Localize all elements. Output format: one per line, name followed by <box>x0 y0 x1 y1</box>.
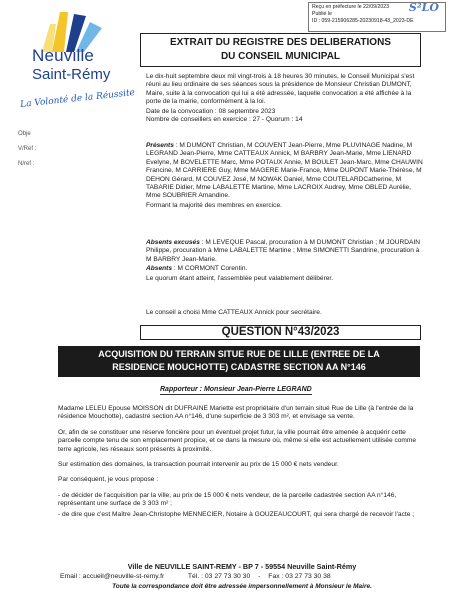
header-line-2: DU CONSEIL MUNICIPAL <box>220 51 341 62</box>
margin-labels <box>18 127 36 172</box>
absents-block <box>146 239 426 284</box>
logo-motto: La Volonté de la Réussite <box>19 88 136 110</box>
intro-block <box>146 73 426 125</box>
footer-email[interactable]: Email : accueil@neuville-st-remy.fr <box>60 573 165 580</box>
subject-line-2: RESIDENCE MOUCHOTTE) CADASTRE SECTION AA N°146 <box>112 362 366 372</box>
subject-band <box>58 346 420 377</box>
stamp-id: ID : 059-215906285-20230918-43_2023-DE <box>312 18 414 24</box>
paragraph-reserve: Or, afin de se constituer une réserve foncière pour un éventuel projet futur, la ville pourrait être amenée à acquérir cette parcelle compte tenu de son emplacement propice, et ce dans la mesure où, même si elle est actuellement utilisée comme terre agricole, les réseaux sont présents à proximité. <box>58 428 417 453</box>
paragraph-estimate: Sur estimation des domaines, la transaction pourrait intervenir au prix de 15 000 € nets vendeur. <box>58 461 339 469</box>
paragraph-proposal: Par conséquent, je vous propose : <box>58 476 159 484</box>
letter-footer <box>60 562 424 592</box>
footer-address: Ville de NEUVILLE SAINT-REMY - BP 7 - 59554 Neuville Saint-Rémy <box>127 562 357 571</box>
stamp-received: Reçu en préfecture le 22/09/2023 <box>312 4 390 10</box>
question-number: QUESTION N°43/2023 <box>140 325 421 340</box>
presents-list: : M DUMONT Christian, M COUVENT Jean-Pierre, Mme PLUVINAGE Nadine, M LEGRAND Jean-Pierre, Mme CATTEAUX Annick, M BARBRY Jean-Marie, Mme LIENARD Evelyne, M BOVELETTE Marc, Mme POTAUX Annie, M BOULET Jean-Marc, Mme CHAUWIN Francine, M CARRIERE Guy, Mme MAGERE Marie-France, Mme DUPONT Marie-Thérèse, M DEHON Gérard, M COUVEZ José, M NOWAK Daniel, Mme COUTELARDCatherine, M TABARIE Didier, Mme LABALETTE Martine, Mme LACROIX Audrey, Mme OBLED Aurélie, Mme SOUBRIER Amandine. <box>146 142 423 200</box>
excused-label: Absents excusés <box>146 239 200 246</box>
paragraph-owner: Madame LELEU Epouse MOISSON dit DUFRAINE Mariette est propriétaire d'un terrain situé Rue de Lille (à l'entrée de la résidence Mouchotte), cadastré section AA n°146, d'une superficie de 3 303 m², et envisage sa vente. <box>58 405 414 421</box>
quorum-line: Le quorum étant atteint, l'assemblée peut valablement délibérer. <box>146 274 334 282</box>
footer-tel: Tél. : 03 27 73 30 30 <box>187 573 251 580</box>
convocation-date: Date de la convocation : 08 septembre 2023 <box>146 107 276 115</box>
secretary-line: Le conseil a choisi Mme CATTEAUX Annick pour secrétaire. <box>146 309 322 316</box>
town-logo <box>14 6 136 134</box>
registry-header <box>140 33 421 67</box>
absent-label: Absents <box>146 265 173 273</box>
paragraph-decision-1: - de décider de l'acquisition par la ville, au prix de 15 000 € nets vendeur, de la parcelle cadastrée section AA n°146, représentant une surface de 3 303 m² ; <box>58 491 397 508</box>
intro-text: Le dix-huit septembre deux mil vingt-trois à 18 heures 30 minutes, le Conseil Municipal s'est réuni au lieu ordinaire de ses séances sous la présidence de Monsieur Christian DUMONT, Maire, suite à la convocation qui lui a été adressée, laquelle convocation a été affichée à la porte de la mairie, conformément à la loi. <box>146 73 415 106</box>
footer-fax: Fax : 03 27 73 30 38 <box>268 573 331 580</box>
margin-label-object: Obje <box>18 131 31 137</box>
logo-town-name: Neuville <box>32 46 95 65</box>
margin-label-nref: N/ref : <box>18 161 35 167</box>
majority-line: Formant la majorité des membres en exercice. <box>146 201 282 209</box>
footer-contact: Email : accueil@neuville-st-remy.fr Tél. : 03 27 73 30 30 - Fax : 03 27 73 30 38 <box>60 573 331 580</box>
rapporteur-underline <box>160 394 312 395</box>
presents-label: Présents <box>146 142 174 149</box>
paragraph-decision-2: - de dire que c'est Maître Jean-Christophe MENNECIER, Notaire à GOUZEAUCOURT, qui sera chargé de recevoir l'acte ; <box>58 510 415 518</box>
absent-list: : M CORMONT Corentin. <box>172 265 248 273</box>
header-line-1: EXTRAIT DU REGISTRE DES DELIBERATIONS <box>170 37 391 48</box>
subject-line-1: ACQUISITION DU TERRAIN SITUE RUE DE LILLE (ENTREE DE LA <box>98 349 380 359</box>
footer-note: Toute la correspondance doit être adressée impersonnellement à Monsieur le Maire. <box>112 583 372 590</box>
councillor-count: Nombre de conseillers en exercice : 27 - Quorum : 14 <box>146 116 303 124</box>
excused-list: : M LEVEQUE Pascal, procuration à M DUMONT Christian ; M JOURDAIN Philippe, procuration à Mme LABALETTE Martine ; Mme SIMONETTI Sandrine, procuration à M BARBRY Jean-Marie. <box>146 239 420 263</box>
main-body <box>58 405 422 526</box>
slo-signature: S²LO <box>408 1 439 14</box>
stamp-published: Publié le <box>312 11 332 17</box>
prefecture-stamp <box>308 2 446 32</box>
margin-label-vref: V/Ref : <box>18 146 37 152</box>
rapporteur: Rapporteur : Monsieur Jean-Pierre LEGRAND <box>160 386 312 393</box>
secretary-block <box>146 309 426 318</box>
presents-block <box>146 142 426 211</box>
logo-subtitle: Saint-Rémy <box>32 66 111 83</box>
